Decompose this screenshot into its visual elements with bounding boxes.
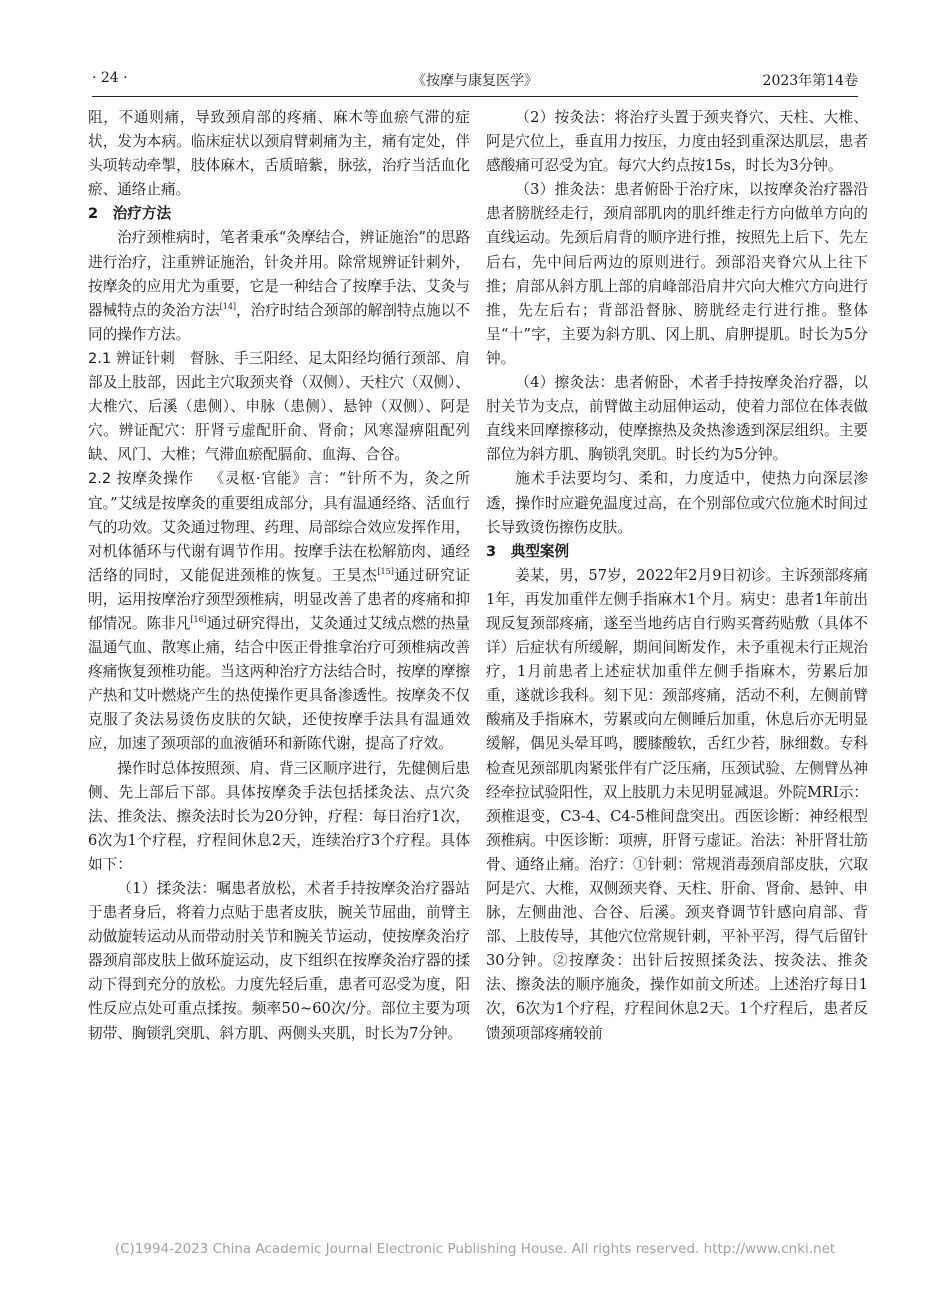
paragraph [88, 226, 470, 346]
right-column [486, 106, 868, 1046]
section-heading: 2 治疗方法 [88, 205, 172, 223]
journal-title: 《按摩与康复医学》 [412, 73, 538, 89]
paragraph: 施术手法要均匀、柔和，力度适中，使热力向深层渗透，操作时应避免温度过高，在个别部位或穴位施术时间过长导致烫伤擦伤皮肤。 [486, 470, 868, 536]
paragraph: 姜某，男，57岁，2022年2月9日初诊。主诉颈部疼痛1年，再发加重伴左侧手指麻木1个月。病史：患者1年前出现反复颈部疼痛，遂至当地药店自行购买膏药贴敷（具体不详）后症状有所缓解，期间间断发作，未予重视未行正规治疗，1月前患者上述症状加重伴左侧手指麻木，劳累后加重，遂就诊我科。刻下见：颈部疼痛，活动不利，左侧前臂酸痛及手指麻木，劳累或向左侧睡后加重，休息后亦无明显缓解，偶见头晕耳鸣，腰膝酸软，舌红少苔，脉细数。专科检查见颈部肌肉紧张伴有广泛压痛，压颈试验、左侧臂丛神经牵拉试验阳性，双上肢肌力未见明显减退。外院MRI示：颈椎退变，C3-4、C4-5椎间盘突出。西医诊断：神经根型颈椎病。中医诊断：项痹，肝肾亏虚证。治法：补肝肾壮筋骨、通络止痛。治疗：①针刺：常规消毒颈肩部皮肤，穴取阿是穴、大椎，双侧颈夹脊、天柱、肝俞、肾俞、悬钟、申脉，左侧曲池、合谷、后溪。颈夹脊调节针感向肩部、背部、上肢传导，其他穴位常规针刺，平补平泻，得气后留针30分钟。②按摩灸：出针后按照揉灸法、按灸法、推灸法、擦灸法的顺序施灸，操作如前文所述。上述治疗每日1次，6次为1个疗程，疗程间休息2天。1个疗程后，患者反馈颈项部疼痛较前 [486, 566, 868, 1042]
issue-info: 2023年第14卷 [762, 73, 858, 89]
citation-ref: [15] [377, 566, 394, 576]
paragraph [88, 467, 470, 756]
copyright-footer: (C)1994-2023 China Academic Journal Electronic Publishing House. All rights reserved. http://www.cnki.net [114, 1241, 836, 1257]
paragraph-text: 《灵枢·官能》言：“针所不为，灸之所宜。”艾绒是按摩灸的重要组成部分，具有温通经络、活血行气的功效。艾灸通过物理、药理、局部综合效应发挥作用，对机体循环与代谢有调节作用。按摩手法在松解筋肉、通经活络的同时，又能促进颈椎的恢复。王昊杰 [88, 470, 470, 584]
paragraph: （3）推灸法：患者俯卧于治疗床，以按摩灸治疗器沿患者膀胱经走行，颈肩部肌肉的肌纤维走行方向做单方向的直线运动。先颈后肩背的顺序进行推，按照先上后下、先左后右，先中间后两边的原则进行。颈部沿夹脊穴从上往下推；肩部从斜方肌上部的肩峰部沿肩井穴向大椎穴方向进行推，先左后右；背部沿督脉、膀胱经走行进行推。整体呈“十”字，主要为斜方肌、冈上肌、肩胛提肌。时长为5分钟。 [486, 181, 868, 367]
header-rule [92, 96, 858, 97]
section-heading: 3 典型案例 [486, 542, 570, 560]
paragraph-text: ，治疗时结合颈部的解剖特点施以不同的操作方法。 [88, 301, 470, 343]
paragraph-text: 督脉、手三阳经、足太阳经均循行颈部、肩部及上肢部，因此主穴取颈夹脊（双侧）、天柱穴（双侧）、大椎穴、后溪（患侧）、申脉（患侧）、悬钟（双侧）、阿是穴。辨证配穴：肝肾亏虚配肝俞、肾俞；风寒湿痹阻配列缺、风门、大椎；气滞血瘀配膈俞、血海、合谷。 [88, 349, 470, 464]
subsection-heading: 2.1 辨证针刺 [88, 349, 176, 367]
paragraph: 操作时总体按照颈、肩、背三区顺序进行，先健侧后患侧、先上部后下部。具体按摩灸手法包括揉灸法、点穴灸法、推灸法、擦灸法时长为20分钟，疗程：每日治疗1次，6次为1个疗程，疗程间休息2天，连续治疗3个疗程。具体如下： [88, 759, 470, 873]
paragraph-text: 通过研究证明，运用按摩治疗颈型颈椎病，明显改善了患者的疼痛和抑郁情况。陈非凡 [88, 566, 470, 632]
left-column [88, 106, 470, 1046]
paragraph: 阻，不通则痛，导致颈肩部的疼痛、麻木等血瘀气滞的症状，发为本病。临床症状以颈肩臂刺痛为主，痛有定处，伴头项转动牵掣，肢体麻木，舌质暗紫，脉弦，治疗当活血化瘀、通络止痛。 [88, 109, 470, 199]
citation-ref: [16] [190, 615, 207, 625]
paragraph: （4）擦灸法：患者俯卧，术者手持按摩灸治疗器，以肘关节为支点，前臂做主动屈伸运动，使着力部位在体表做直线来回摩擦移动，使摩擦热及灸热渗透到深层组织。主要部位为斜方肌、胸锁乳突肌。时长约为5分钟。 [486, 374, 868, 464]
paragraph-text: 治疗颈椎病时，笔者秉承“灸摩结合，辨证施治”的思路进行治疗，注重辨证施治，针灸并用。除常规辨证针刺外，按摩灸的应用尤为重要，它是一种结合了按摩手法、艾灸与器械特点的灸治方法 [88, 229, 470, 319]
subsection-heading: 2.2 按摩灸操作 [88, 470, 195, 488]
paragraph: （1）揉灸法：嘱患者放松，术者手持按摩灸治疗器站于患者身后，将着力点贴于患者皮肤，腕关节屈曲，前臂主动做旋转运动从而带动肘关节和腕关节运动，使按摩灸治疗器颈肩部皮肤上做环旋运动，皮下组织在按摩灸治疗器的揉动下得到充分的放松。力度先轻后重，患者可忍受为度，阳性反应点处可重点揉按。频率50~60次/分。部位主要为项韧带、胸锁乳突肌、斜方肌、两侧头夹肌，时长为7分钟。 [88, 880, 470, 1042]
paragraph [88, 347, 470, 467]
paragraph-text: 通过研究得出，艾灸通过艾绒点燃的热量温通气血、散寒止痛，结合中医正骨推拿治疗可颈椎病改善疼痛恢复颈椎功能。当这两种治疗方法结合时，按摩的摩擦产热和艾叶燃烧产生的热使操作更具备渗透性。按摩灸不仅克服了灸法易烫伤皮肤的欠缺，还使按摩手法具有温通效应，加速了颈项部的血液循环和新陈代谢，提高了疗效。 [88, 614, 470, 753]
page-number: · 24 · [92, 70, 128, 86]
citation-ref: [14] [219, 301, 237, 311]
paragraph: （2）按灸法：将治疗头置于颈夹脊穴、天柱、大椎、阿是穴位上，垂直用力按压，力度由轻到重深达肌层，患者感酸痛可忍受为宜。每穴大约点按15s，时长为3分钟。 [486, 109, 868, 175]
